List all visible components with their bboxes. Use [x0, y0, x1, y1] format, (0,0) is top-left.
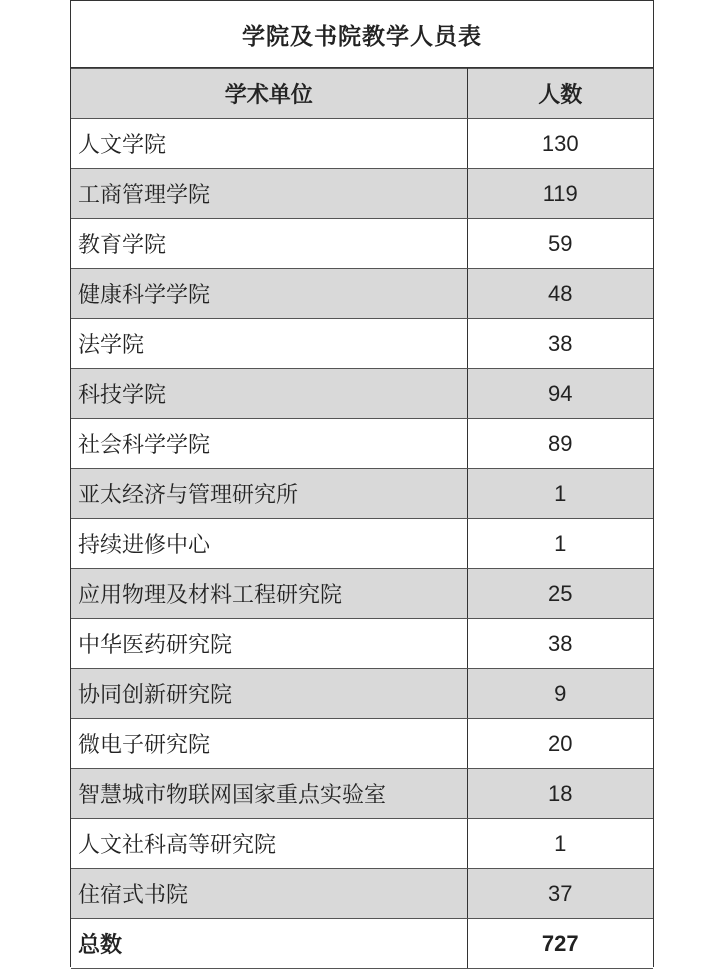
- table-row: [71, 219, 653, 269]
- staff-table: [70, 0, 654, 967]
- table-title: 学院及书院教学人员表: [71, 1, 653, 68]
- unit-cell: 亚太经济与管理研究所: [71, 469, 467, 519]
- column-header-unit: 学术单位: [71, 69, 467, 119]
- unit-cell: 协同创新研究院: [71, 669, 467, 719]
- count-cell: 1: [467, 819, 653, 869]
- total-label: 总数: [71, 919, 467, 969]
- table-row: [71, 369, 653, 419]
- count-cell: 1: [467, 519, 653, 569]
- count-cell: 48: [467, 269, 653, 319]
- count-cell: 20: [467, 719, 653, 769]
- unit-cell: 工商管理学院: [71, 169, 467, 219]
- count-cell: 38: [467, 619, 653, 669]
- table-row: [71, 169, 653, 219]
- table-row: [71, 119, 653, 169]
- table-row: [71, 319, 653, 369]
- table-row: [71, 419, 653, 469]
- count-cell: 119: [467, 169, 653, 219]
- unit-cell: 科技学院: [71, 369, 467, 419]
- unit-cell: 人文学院: [71, 119, 467, 169]
- count-cell: 18: [467, 769, 653, 819]
- count-cell: 38: [467, 319, 653, 369]
- unit-cell: 法学院: [71, 319, 467, 369]
- data-table: [71, 68, 653, 969]
- unit-cell: 住宿式书院: [71, 869, 467, 919]
- unit-cell: 应用物理及材料工程研究院: [71, 569, 467, 619]
- table-row: [71, 719, 653, 769]
- table-row: [71, 869, 653, 919]
- count-cell: 59: [467, 219, 653, 269]
- unit-cell: 人文社科高等研究院: [71, 819, 467, 869]
- table-row: [71, 519, 653, 569]
- count-cell: 130: [467, 119, 653, 169]
- count-cell: 1: [467, 469, 653, 519]
- unit-cell: 教育学院: [71, 219, 467, 269]
- count-cell: 89: [467, 419, 653, 469]
- count-cell: 94: [467, 369, 653, 419]
- unit-cell: 持续进修中心: [71, 519, 467, 569]
- count-cell: 9: [467, 669, 653, 719]
- table-row: [71, 569, 653, 619]
- table-row: [71, 819, 653, 869]
- table-row: [71, 619, 653, 669]
- total-row: [71, 919, 653, 969]
- unit-cell: 社会科学学院: [71, 419, 467, 469]
- table-row: [71, 669, 653, 719]
- count-cell: 37: [467, 869, 653, 919]
- table-row: [71, 469, 653, 519]
- unit-cell: 中华医药研究院: [71, 619, 467, 669]
- table-row: [71, 269, 653, 319]
- column-header-count: 人数: [467, 69, 653, 119]
- unit-cell: 智慧城市物联网国家重点实验室: [71, 769, 467, 819]
- table-row: [71, 769, 653, 819]
- count-cell: 25: [467, 569, 653, 619]
- unit-cell: 健康科学学院: [71, 269, 467, 319]
- header-row: [71, 69, 653, 119]
- unit-cell: 微电子研究院: [71, 719, 467, 769]
- total-count: 727: [467, 919, 653, 969]
